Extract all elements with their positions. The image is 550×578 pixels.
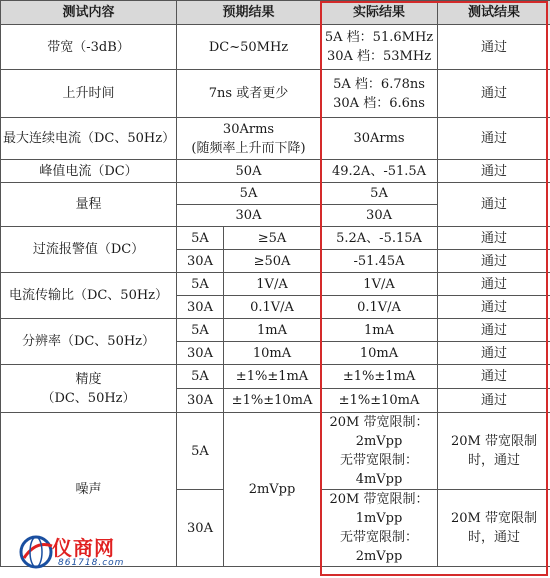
row-result: 20M 带宽限制 时，通过 — [438, 413, 550, 490]
row-item: 分辨率（DC、50Hz） — [1, 319, 177, 365]
row-expected: 0.1V/A — [224, 296, 321, 319]
row-expected: DC~50MHz — [177, 25, 321, 70]
table-row — [1, 118, 550, 160]
row-item: 带宽（-3dB） — [1, 25, 177, 70]
header-row — [1, 1, 550, 25]
row-expected: 7ns 或者更少 — [177, 70, 321, 118]
header-actual: 实际结果 — [321, 1, 438, 25]
row-expected: ±1%±10mA — [224, 389, 321, 413]
row-item: 上升时间 — [1, 70, 177, 118]
row-actual: 30A — [321, 205, 438, 227]
row-item: 电流传输比（DC、50Hz） — [1, 273, 177, 319]
row-actual: ±1%±1mA — [321, 365, 438, 389]
row-actual: 1mA — [321, 319, 438, 342]
row-actual: 10mA — [321, 342, 438, 365]
row-item: 噪声 — [1, 413, 177, 567]
row-range: 5A — [177, 319, 224, 342]
row-result: 通过 — [438, 389, 550, 413]
row-range: 30A — [177, 250, 224, 273]
row-result: 通过 — [438, 70, 550, 118]
table-row — [1, 183, 550, 205]
table-row — [1, 319, 550, 342]
row-result: 通过 — [438, 183, 550, 227]
row-item: 量程 — [1, 183, 177, 227]
table-row — [1, 365, 550, 389]
row-result: 通过 — [438, 25, 550, 70]
row-result: 通过 — [438, 160, 550, 183]
row-range: 5A — [177, 413, 224, 490]
row-actual: 1V/A — [321, 273, 438, 296]
row-range: 5A — [177, 365, 224, 389]
row-range: 30A — [177, 296, 224, 319]
row-expected: 5A — [177, 183, 321, 205]
row-actual: ±1%±10mA — [321, 389, 438, 413]
row-expected: 1V/A — [224, 273, 321, 296]
row-result: 通过 — [438, 296, 550, 319]
table-row — [1, 160, 550, 183]
row-expected: 1mA — [224, 319, 321, 342]
table-row — [1, 227, 550, 250]
row-item: 精度 （DC、50Hz） — [1, 365, 177, 413]
row-actual: 20M 带宽限制： 2mVpp 无带宽限制： 4mVpp — [321, 413, 438, 490]
row-result: 20M 带宽限制 时，通过 — [438, 490, 550, 567]
row-expected: 30A — [177, 205, 321, 227]
watermark-logo — [18, 532, 130, 576]
row-item: 峰值电流（DC） — [1, 160, 177, 183]
row-expected: 10mA — [224, 342, 321, 365]
row-result: 通过 — [438, 365, 550, 389]
row-expected: ±1%±1mA — [224, 365, 321, 389]
row-range: 30A — [177, 389, 224, 413]
row-result: 通过 — [438, 118, 550, 160]
row-result: 通过 — [438, 227, 550, 250]
row-range: 5A — [177, 273, 224, 296]
row-actual: 0.1V/A — [321, 296, 438, 319]
row-range: 30A — [177, 490, 224, 567]
row-result: 通过 — [438, 319, 550, 342]
row-result: 通过 — [438, 342, 550, 365]
header-result: 测试结果 — [438, 1, 550, 25]
table-row — [1, 413, 550, 490]
row-actual: 20M 带宽限制： 1mVpp 无带宽限制： 2mVpp — [321, 490, 438, 567]
row-actual: 30Arms — [321, 118, 438, 160]
row-result: 通过 — [438, 250, 550, 273]
row-actual: 5.2A、-5.15A — [321, 227, 438, 250]
row-expected: 50A — [177, 160, 321, 183]
row-actual: 5A 档：6.78ns 30A 档：6.6ns — [321, 70, 438, 118]
table-row — [1, 25, 550, 70]
row-actual: 5A — [321, 183, 438, 205]
watermark-url: 861718.com — [58, 558, 125, 568]
row-expected: 30Arms (随频率上升而下降) — [177, 118, 321, 160]
header-expected: 预期结果 — [177, 1, 321, 25]
row-actual: 49.2A、-51.5A — [321, 160, 438, 183]
row-actual: 5A 档：51.6MHz 30A 档：53MHz — [321, 25, 438, 70]
row-expected: ≥5A — [224, 227, 321, 250]
table-row — [1, 70, 550, 118]
row-item: 过流报警值（DC） — [1, 227, 177, 273]
header-test-item: 测试内容 — [1, 1, 177, 25]
row-expected: 2mVpp — [224, 413, 321, 567]
row-range: 5A — [177, 227, 224, 250]
row-item: 最大连续电流（DC、50Hz） — [1, 118, 177, 160]
watermark-text: 仪商网 — [52, 536, 115, 560]
row-expected: ≥50A — [224, 250, 321, 273]
table-row — [1, 273, 550, 296]
row-range: 30A — [177, 342, 224, 365]
row-result: 通过 — [438, 273, 550, 296]
row-actual: -51.45A — [321, 250, 438, 273]
